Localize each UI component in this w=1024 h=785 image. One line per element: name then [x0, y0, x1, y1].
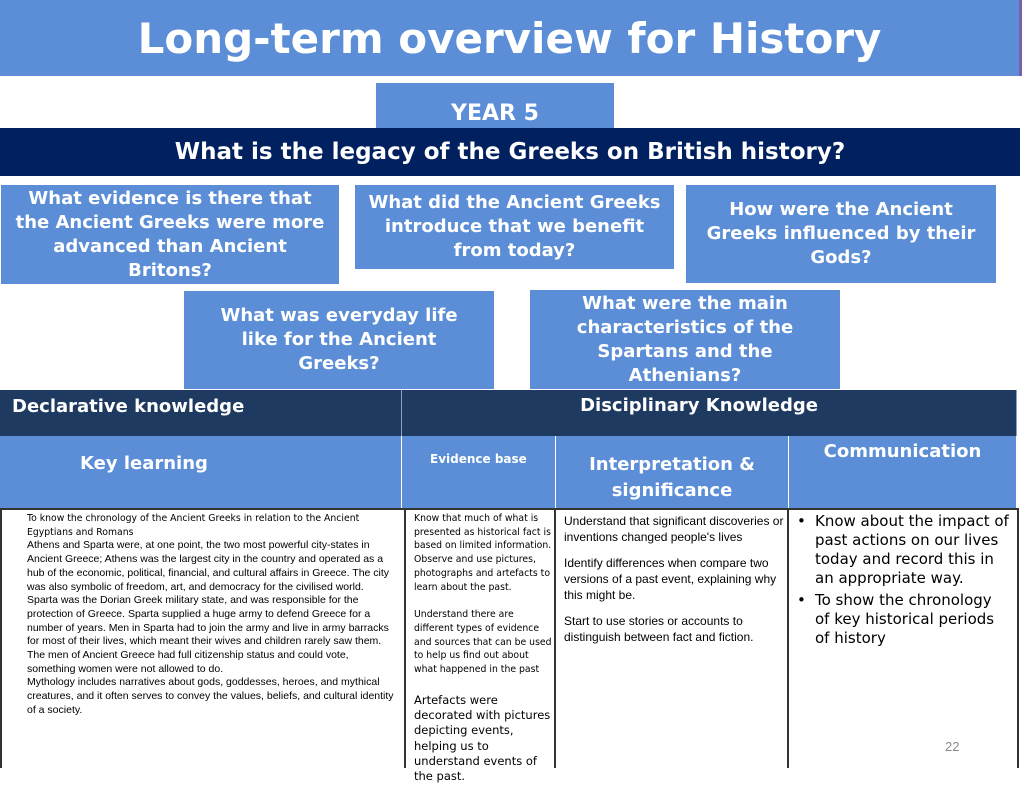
- interpretation-item: Understand that significant discoveries or inventions changed people's lives: [564, 514, 784, 544]
- key-learning-paragraph: The men of Ancient Greece had full citizenship status and could vote, something women were not allowed to do.: [27, 649, 349, 675]
- disciplinary-header: Disciplinary Knowledge: [402, 390, 1017, 436]
- communication-cell: [789, 508, 1019, 768]
- question-box: What evidence is there that the Ancient Greeks were more advanced than Ancient Britons?: [0, 184, 340, 285]
- key-learning-paragraph: Mythology includes narratives about gods, goddesses, heroes, and mythical creatures, and it often serves to convey the values, beliefs, and cultural identity of a society.: [27, 676, 394, 716]
- question-box: What was everyday life like for the Ancient Greeks?: [183, 290, 495, 390]
- question-box: How were the Ancient Greeks influenced by their Gods?: [685, 184, 997, 284]
- page-title: Long-term overview for History: [0, 0, 1022, 76]
- question-box: What did the Ancient Greeks introduce that we benefit from today?: [354, 184, 675, 270]
- interpretation-item: Start to use stories or accounts to distinguish between fact and fiction.: [564, 614, 754, 644]
- communication-item: [797, 591, 1009, 648]
- communication-text: Know about the impact of past actions on our lives today and record this in an appropriate way.: [815, 512, 1009, 587]
- communication-header: Communication: [789, 436, 1017, 508]
- key-learning-paragraph: Sparta was the Dorian Greek military state, and was responsible for the protection of Greece. Sparta supplied a huge army to defend Greece for a number of years. Men in Sparta had to join the army and live in army barracks for most of their lives, which meant their wives and children rarely saw them.: [27, 594, 389, 648]
- evidence-header: Evidence base: [402, 436, 556, 508]
- communication-text: To show the chronology of key historical periods of history: [815, 591, 995, 647]
- communication-item: [797, 512, 1009, 588]
- key-learning-header: Key learning: [0, 436, 402, 508]
- page-number: 22: [945, 739, 960, 754]
- declarative-header: Declarative knowledge: [0, 390, 402, 436]
- bullet-icon: •: [797, 591, 806, 609]
- evidence-item: Understand there are different types of evidence and sources that can be used to help us find out about what happened in the past: [414, 609, 552, 676]
- question-box: What were the main characteristics of the Spartans and the Athenians?: [529, 289, 841, 390]
- key-learning-intro: To know the chronology of the Ancient Greeks in relation to the Ancient Egyptians and Romans: [27, 513, 360, 538]
- bullet-icon: •: [797, 512, 806, 530]
- interpretation-header: Interpretation & significance: [556, 436, 789, 508]
- key-learning-cell: [0, 508, 406, 768]
- big-question: What is the legacy of the Greeks on British history?: [0, 128, 1020, 176]
- evidence-cell: [406, 508, 556, 784]
- evidence-item: Know that much of what is presented as historical fact is based on limited information. Observe and use pictures, photographs and artefacts to learn about the past.: [414, 513, 552, 593]
- year-label: YEAR 5: [376, 83, 614, 128]
- evidence-item: Artefacts were decorated with pictures depicting events, helping us to understand events of the past.: [414, 692, 551, 784]
- key-learning-paragraph: Athens and Sparta were, at one point, the two most powerful city-states in Ancient Greece; Athens was the largest city in the country and operated as a hub of the economic, political, financial, and cultural affairs in Greece. The city was also symbolic of freedom, art, and democracy for the civilised world.: [27, 539, 390, 593]
- interpretation-item: Identify differences when compare two versions of a past event, explaining why this might be.: [564, 556, 777, 602]
- interpretation-cell: [556, 508, 789, 768]
